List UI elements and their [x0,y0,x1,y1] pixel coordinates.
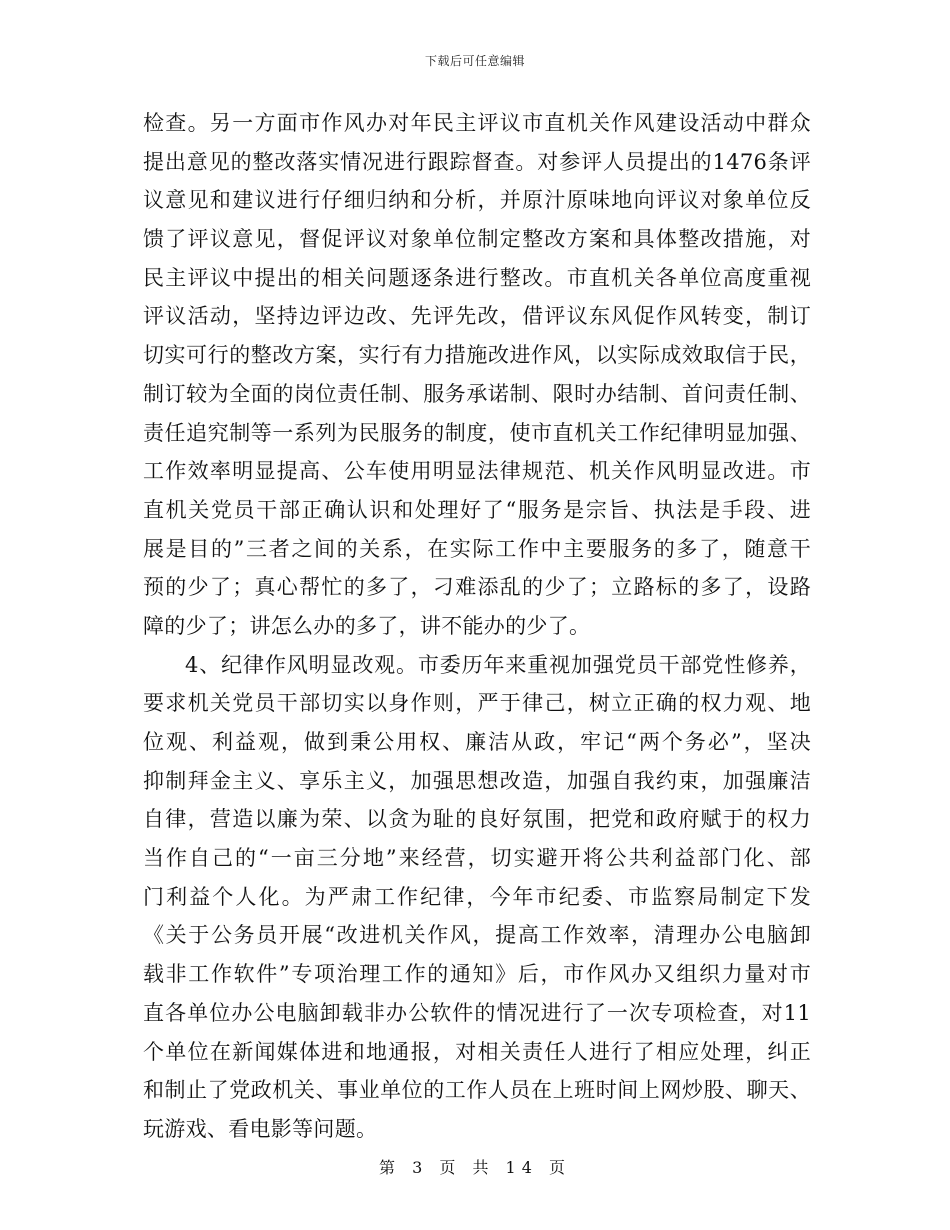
body-line: 《关于公务员开展“改进机关作风，提高工作效率，清理办公电脑卸 [143,923,811,948]
body-line-paragraph-end: 玩游戏、看电影等问题。 [143,1116,378,1141]
body-line: 展是目的”三者之间的关系，在实际工作中主要服务的多了，随意干 [143,536,811,561]
body-line: 直机关党员干部正确认识和处理好了“服务是宗旨、执法是手段、进 [143,497,811,522]
body-line: 检查。另一方面市作风办对年民主评议市直机关作风建设活动中群众 [143,111,811,135]
body-line: 责任追究制等一系列为民服务的制度，使市直机关工作纪律明显加强、 [143,420,811,445]
body-line: 要求机关党员干部切实以身作则，严于律己，树立正确的权力观、地 [143,691,811,716]
body-line: 当作自己的“一亩三分地”来经营，切实避开将公共利益部门化、部 [143,846,811,871]
body-line: 切实可行的整改方案，实行有力措施改进作风，以实际成效取信于民， [143,343,811,368]
document-body [143,104,811,1149]
body-line: 民主评议中提出的相关问题逐条进行整改。市直机关各单位高度重视 [143,265,811,290]
body-line: 抑制拜金主义、享乐主义，加强思想改造，加强自我约束，加强廉洁 [143,768,811,793]
page-number-footer: 第 3 页 共 14 页 [379,1158,571,1177]
body-line: 载非工作软件”专项治理工作的通知》后，市作风办又组织力量对市 [143,962,811,987]
body-line: 位观、利益观，做到秉公用权、廉洁从政，牢记“两个务必”，坚决 [143,730,811,754]
body-line: 工作效率明显提高、公车使用明显法律规范、机关作风明显改进。市 [143,459,811,484]
page-header-note: 下载后可任意编辑 [424,54,525,68]
body-line-paragraph-end: 障的少了；讲怎么办的多了，讲不能办的少了。 [143,613,591,638]
body-line: 和制止了党政机关、事业单位的工作人员在上班时间上网炒股、聊天、 [143,1078,811,1103]
body-line: 提出意见的整改落实情况进行跟踪督查。对参评人员提出的1476条评 [143,149,811,174]
body-line: 评议活动，坚持边评边改、先评先改，借评议东风促作风转变，制订 [143,304,811,329]
body-line: 议意见和建议进行仔细归纳和分析，并原汁原味地向评议对象单位反 [143,188,811,213]
body-line: 直各单位办公电脑卸载非办公软件的情况进行了一次专项检查，对11 [143,1000,811,1025]
body-line: 馈了评议意见，督促评议对象单位制定整改方案和具体整改措施，对 [143,227,811,252]
body-line: 预的少了；真心帮忙的多了，刁难添乱的少了；立路标的多了，设路 [143,575,811,600]
body-line: 制订较为全面的岗位责任制、服务承诺制、限时办结制、首问责任制、 [143,381,811,406]
body-line: 门利益个人化。为严肃工作纪律，今年市纪委、市监察局制定下发 [143,884,811,909]
body-line: 自律，营造以廉为荣、以贪为耻的良好氛围，把党和政府赋于的权力 [143,807,811,832]
body-line: 个单位在新闻媒体进和地通报，对相关责任人进行了相应处理，纠正 [143,1039,811,1064]
body-line-paragraph-start: 4、纪律作风明显改观。市委历年来重视加强党员干部党性修养， [185,652,811,677]
